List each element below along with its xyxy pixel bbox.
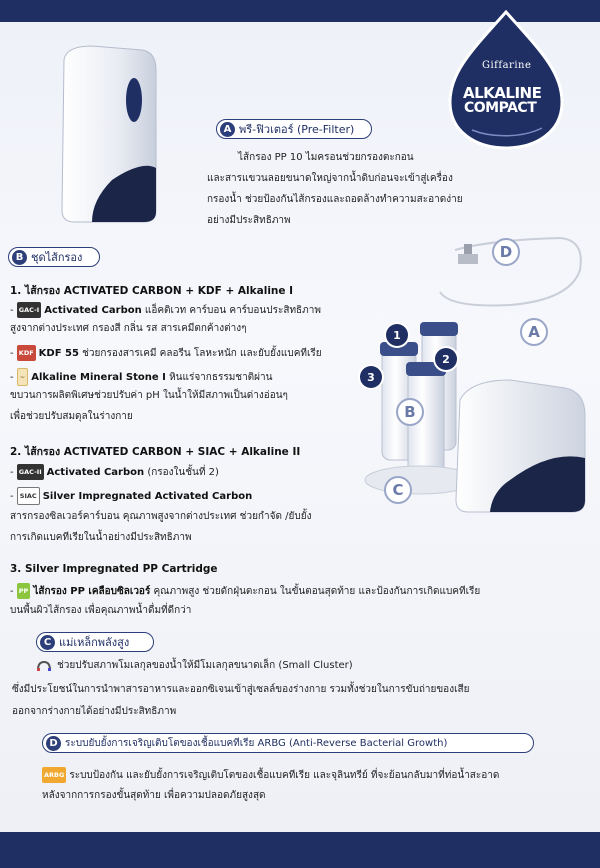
c2-siac-name: Silver Impregnated Activated Carbon <box>42 491 253 502</box>
section-c-line2: ซึ่งมีประโยชน์ในการนำพาสารอาหารและออกซิเจนเข้าสู่เซลล์ของร่างกาย รวมทั้งช่วยในการขับถ่ายของเสีย <box>12 684 470 695</box>
c1-gac-name: Activated Carbon <box>44 305 142 316</box>
section-a-line2: และสารแขวนลอยขนาดใหญ่จากน้ำดิบก่อนจะเข้าสู่เครื่อง <box>207 173 453 184</box>
gac2-tag: GAC-II <box>17 464 44 480</box>
cartridge-2-heading: 2. ไส้กรอง ACTIVATED CARBON + SIAC + Alkaline II <box>10 446 301 458</box>
section-b-title: ชุดไส้กรอง <box>31 251 83 264</box>
bottom-bar <box>0 832 600 868</box>
filter-device-image <box>52 40 162 230</box>
c1-kdf-desc: ช่วยกรองสารเคมี คลอรีน โลหะหนัก และยับยั้งแบคทีเรีย <box>78 348 322 359</box>
section-c-title: แม่เหล็กพลังสูง <box>59 636 130 649</box>
c1-gac-row: - GAC-I Activated Carbon แอ็คติเวท คาร์บอน คาร์บอนประสิทธิภาพ <box>10 302 321 318</box>
logo-line1: ALKALINE <box>463 84 542 102</box>
siac-tag: SIAC <box>17 487 40 505</box>
logo-line2: COMPACT <box>464 100 537 116</box>
section-c-line1: ช่วยปรับสภาพโมเลกุลของน้ำให้มีโมเลกุลขนาดเล็ก (Small Cluster) <box>57 660 353 671</box>
section-d-badge: D <box>46 736 61 751</box>
c2-gac-name: Activated Carbon <box>46 467 145 478</box>
pp-tag: PP <box>17 583 31 599</box>
diagram-label-d: D <box>492 238 520 266</box>
section-a-line4: อย่างมีประสิทธิภาพ <box>207 215 291 226</box>
c1-gac-desc: แอ็คติเวท คาร์บอน คาร์บอนประสิทธิภาพ <box>141 305 321 316</box>
c3-pp-name: ไส้กรอง PP เคลือบซิลเวอร์ <box>33 586 151 597</box>
section-b-badge: B <box>12 250 27 265</box>
diagram-marker-3: 3 <box>360 366 382 388</box>
section-c-header <box>36 632 154 652</box>
section-b-header <box>8 247 100 267</box>
c1-ams-line2: ขบวนการผลิตพิเศษช่วยปรับค่า pH ในน้ำให้มีสภาพเป็นด่างอ่อนๆ <box>10 390 288 401</box>
c1-ams-line3: เพื่อช่วยปรับสมดุลในร่างกาย <box>10 411 133 422</box>
c2-siac-line2: สารกรองซิลเวอร์คาร์บอน คุณภาพสูงจากต่างประเทศ ช่วยกำจัด /ยับยั้ง <box>10 511 312 522</box>
section-c-badge: C <box>40 635 55 650</box>
section-d-line2: หลังจากการกรองขั้นสุดท้าย เพื่อความปลอดภัยสูงสุด <box>42 790 266 801</box>
c1-ams-desc: หินแร่จากธรรมชาติผ่าน <box>165 372 273 383</box>
mineral-stone-tag: ~ <box>17 368 28 386</box>
c3-pp-line2: บนพื้นผิวไส้กรอง เพื่อคุณภาพน้ำดื่มที่ดีกว่า <box>10 605 192 616</box>
section-d-line1-row <box>42 767 499 783</box>
c3-pp-desc: คุณภาพสูง ช่วยดักฝุ่นตะกอน ในขั้นตอนสุดท้าย และป้องกันการเกิดแบคทีเรีย <box>150 586 481 597</box>
c2-gac-desc: (กรองในชั้นที่ 2) <box>144 467 219 478</box>
c2-siac-line3: การเกิดแบคทีเรียในน้ำอย่างมีประสิทธิภาพ <box>10 532 192 543</box>
diagram-label-a: A <box>520 318 548 346</box>
brand-logo-drop <box>442 10 570 150</box>
section-a-header <box>216 119 372 139</box>
diagram-label-c: C <box>384 476 412 504</box>
diagram-marker-1: 1 <box>386 324 408 346</box>
c1-gac-line2: สูงจากต่างประเทศ กรองสี กลิ่น รส สารเคมีตกค้างต่างๆ <box>10 323 247 334</box>
gac1-tag: GAC-I <box>17 302 41 318</box>
cartridge-1-heading: 1. ไส้กรอง ACTIVATED CARBON + KDF + Alkaline I <box>10 285 294 297</box>
c2-siac-row: - SIAC Silver Impregnated Activated Carbon <box>10 487 252 505</box>
section-c-line3: ออกจากร่างกายได้อย่างมีประสิทธิภาพ <box>12 706 177 717</box>
c1-ams-name: Alkaline Mineral Stone I <box>31 372 166 383</box>
arbg-tag: ARBG <box>42 767 66 783</box>
section-d-title: ระบบยับยั้งการเจริญเติบโตของเชื้อแบคทีเรีย ARBG (Anti-Reverse Bacterial Growth) <box>65 737 448 749</box>
c1-ams-row: - ~ Alkaline Mineral Stone I หินแร่จากธรรมชาติผ่าน <box>10 368 273 386</box>
c1-kdf-name: KDF 55 <box>38 348 79 359</box>
c1-kdf-row: - KDF KDF 55 ช่วยกรองสารเคมี คลอรีน โลหะหนัก และยับยั้งแบคทีเรีย <box>10 345 322 361</box>
kdf-tag: KDF <box>17 345 36 361</box>
section-a-line1: ไส้กรอง PP 10 ไมครอนช่วยกรองตะกอน <box>238 152 414 163</box>
c2-gac-row: - GAC-II Activated Carbon (กรองในชั้นที่ 2) <box>10 464 219 480</box>
c3-pp-row: - PP ไส้กรอง PP เคลือบซิลเวอร์ คุณภาพสูง ช่วยดักฝุ่นตะกอน ในขั้นตอนสุดท้าย และป้องกันการเกิดแบคทีเรีย <box>10 583 480 599</box>
section-d-line1: ระบบป้องกัน และยับยั้งการเจริญเติบโตของเชื้อแบคทีเรีย และจุลินทรีย์ ที่จะย้อนกลับมาที่ท่อน้ำสะอาด <box>69 770 500 781</box>
cartridge-3-heading: 3. Silver Impregnated PP Cartridge <box>10 563 218 575</box>
diagram-label-b: B <box>396 398 424 426</box>
section-d-header <box>42 733 534 753</box>
diagram-marker-2: 2 <box>435 348 457 370</box>
section-a-title: พรี-ฟิวเตอร์ (Pre-Filter) <box>239 123 355 136</box>
section-a-line3: กรองน้ำ ช่วยป้องกันไส้กรองและถอดล้างทำความสะอาดง่าย <box>207 194 463 205</box>
magnet-icon <box>36 660 52 672</box>
section-a-badge: A <box>220 122 235 137</box>
logo-brand: Giffarine <box>482 60 532 71</box>
